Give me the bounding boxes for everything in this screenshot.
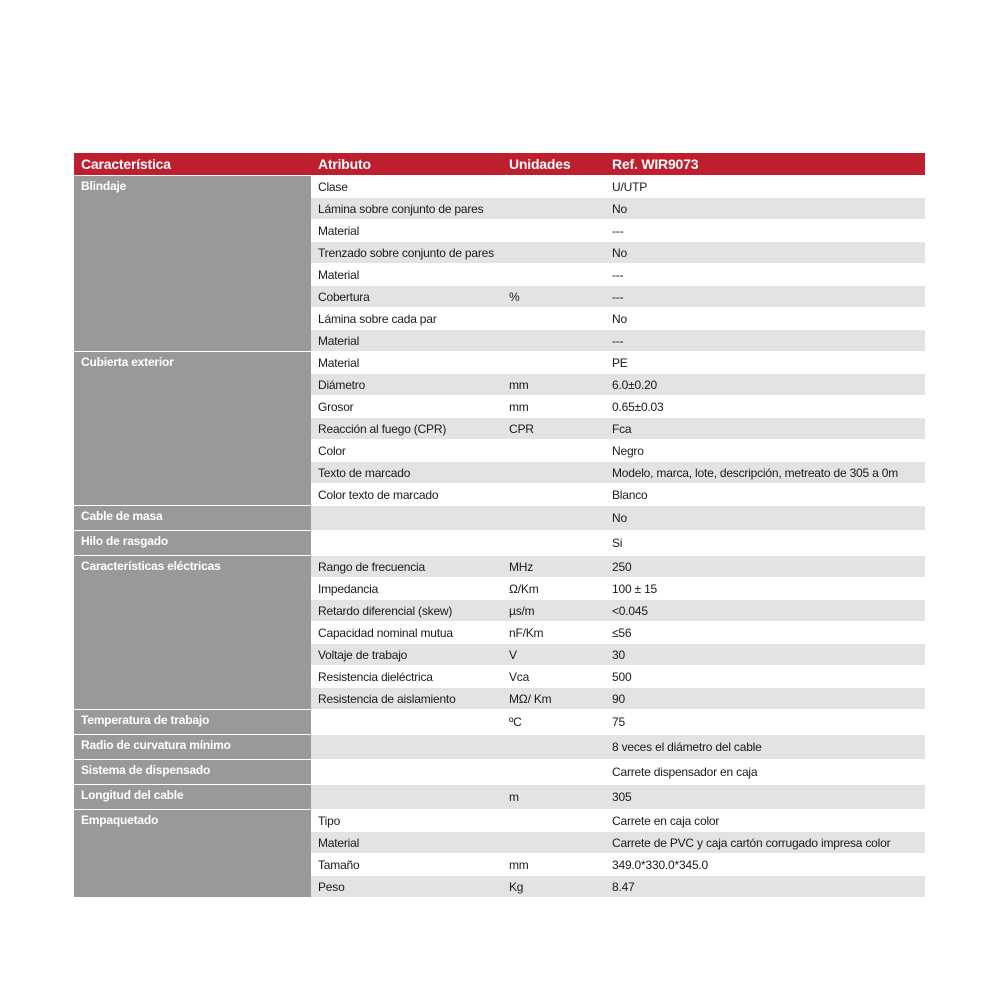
table-row — [74, 176, 925, 198]
category-cell: Características eléctricas — [74, 556, 311, 710]
value-cell: 8.47 — [605, 876, 925, 898]
table-row — [74, 352, 925, 374]
value-cell: No — [605, 506, 925, 531]
value-cell: U/UTP — [605, 176, 925, 198]
unit-cell — [502, 506, 605, 531]
attribute-cell — [311, 760, 502, 785]
unit-cell: Ω/Km — [502, 578, 605, 600]
attribute-cell: Retardo diferencial (skew) — [311, 600, 502, 622]
table-body — [74, 176, 925, 898]
attribute-cell — [311, 531, 502, 556]
value-cell: Blanco — [605, 484, 925, 506]
attribute-cell: Reacción al fuego (CPR) — [311, 418, 502, 440]
table-row — [74, 785, 925, 810]
value-cell: 349.0*330.0*345.0 — [605, 854, 925, 876]
table-row — [74, 506, 925, 531]
unit-cell — [502, 440, 605, 462]
unit-cell: V — [502, 644, 605, 666]
category-cell: Longitud del cable — [74, 785, 311, 810]
category-cell: Sistema de dispensado — [74, 760, 311, 785]
category-cell: Radio de curvatura mínimo — [74, 735, 311, 760]
attribute-cell: Lámina sobre cada par — [311, 308, 502, 330]
value-cell: 0.65±0.03 — [605, 396, 925, 418]
attribute-cell: Impedancia — [311, 578, 502, 600]
header-atributo: Atributo — [311, 153, 502, 176]
value-cell: 250 — [605, 556, 925, 578]
unit-cell — [502, 220, 605, 242]
unit-cell — [502, 198, 605, 220]
header-unidades: Unidades — [502, 153, 605, 176]
unit-cell: CPR — [502, 418, 605, 440]
unit-cell: mm — [502, 854, 605, 876]
attribute-cell: Capacidad nominal mutua — [311, 622, 502, 644]
header-caracteristica: Característica — [74, 153, 311, 176]
attribute-cell: Material — [311, 352, 502, 374]
value-cell: --- — [605, 220, 925, 242]
table-row — [74, 810, 925, 832]
value-cell: Carrete de PVC y caja cartón corrugado impresa color — [605, 832, 925, 854]
category-cell: Empaquetado — [74, 810, 311, 898]
attribute-cell: Material — [311, 264, 502, 286]
unit-cell: MHz — [502, 556, 605, 578]
attribute-cell: Voltaje de trabajo — [311, 644, 502, 666]
attribute-cell: Peso — [311, 876, 502, 898]
value-cell: Modelo, marca, lote, descripción, metreato de 305 a 0m — [605, 462, 925, 484]
value-cell: 8 veces el diámetro del cable — [605, 735, 925, 760]
attribute-cell: Grosor — [311, 396, 502, 418]
category-cell: Blindaje — [74, 176, 311, 352]
value-cell: PE — [605, 352, 925, 374]
unit-cell — [502, 760, 605, 785]
value-cell: 500 — [605, 666, 925, 688]
attribute-cell: Resistencia de aislamiento — [311, 688, 502, 710]
table-row — [74, 735, 925, 760]
unit-cell — [502, 352, 605, 374]
attribute-cell: Color texto de marcado — [311, 484, 502, 506]
category-cell: Cable de masa — [74, 506, 311, 531]
category-cell: Hilo de rasgado — [74, 531, 311, 556]
attribute-cell: Clase — [311, 176, 502, 198]
unit-cell: nF/Km — [502, 622, 605, 644]
attribute-cell: Texto de marcado — [311, 462, 502, 484]
category-cell: Temperatura de trabajo — [74, 710, 311, 735]
attribute-cell: Rango de frecuencia — [311, 556, 502, 578]
unit-cell — [502, 242, 605, 264]
unit-cell — [502, 462, 605, 484]
value-cell: ≤56 — [605, 622, 925, 644]
value-cell: Si — [605, 531, 925, 556]
attribute-cell: Tamaño — [311, 854, 502, 876]
value-cell: 100 ± 15 — [605, 578, 925, 600]
value-cell: Carrete en caja color — [605, 810, 925, 832]
table-header — [74, 153, 925, 176]
category-cell: Cubierta exterior — [74, 352, 311, 506]
attribute-cell: Diámetro — [311, 374, 502, 396]
attribute-cell: Material — [311, 330, 502, 352]
table-row — [74, 531, 925, 556]
value-cell: 90 — [605, 688, 925, 710]
value-cell: 305 — [605, 785, 925, 810]
attribute-cell: Tipo — [311, 810, 502, 832]
value-cell: 30 — [605, 644, 925, 666]
unit-cell: µs/m — [502, 600, 605, 622]
unit-cell — [502, 832, 605, 854]
unit-cell: m — [502, 785, 605, 810]
value-cell: No — [605, 198, 925, 220]
unit-cell — [502, 810, 605, 832]
unit-cell: Vca — [502, 666, 605, 688]
value-cell: No — [605, 308, 925, 330]
attribute-cell: Color — [311, 440, 502, 462]
unit-cell: mm — [502, 374, 605, 396]
unit-cell — [502, 484, 605, 506]
table-row — [74, 556, 925, 578]
unit-cell: Kg — [502, 876, 605, 898]
unit-cell: MΩ/ Km — [502, 688, 605, 710]
attribute-cell — [311, 785, 502, 810]
header-row — [74, 153, 925, 176]
table-row — [74, 710, 925, 735]
value-cell: Fca — [605, 418, 925, 440]
unit-cell — [502, 531, 605, 556]
value-cell: 6.0±0.20 — [605, 374, 925, 396]
unit-cell — [502, 308, 605, 330]
value-cell: --- — [605, 330, 925, 352]
unit-cell: % — [502, 286, 605, 308]
attribute-cell — [311, 710, 502, 735]
unit-cell: ºC — [502, 710, 605, 735]
value-cell: No — [605, 242, 925, 264]
attribute-cell: Material — [311, 832, 502, 854]
value-cell: --- — [605, 264, 925, 286]
attribute-cell — [311, 506, 502, 531]
value-cell: --- — [605, 286, 925, 308]
value-cell: 75 — [605, 710, 925, 735]
value-cell: <0.045 — [605, 600, 925, 622]
attribute-cell: Cobertura — [311, 286, 502, 308]
unit-cell: mm — [502, 396, 605, 418]
attribute-cell: Lámina sobre conjunto de pares — [311, 198, 502, 220]
value-cell: Carrete dispensador en caja — [605, 760, 925, 785]
unit-cell — [502, 176, 605, 198]
attribute-cell — [311, 735, 502, 760]
attribute-cell: Resistencia dieléctrica — [311, 666, 502, 688]
attribute-cell: Trenzado sobre conjunto de pares — [311, 242, 502, 264]
unit-cell — [502, 735, 605, 760]
header-ref: Ref. WIR9073 — [605, 153, 925, 176]
spec-table — [74, 153, 925, 898]
attribute-cell: Material — [311, 220, 502, 242]
table-row — [74, 760, 925, 785]
value-cell: Negro — [605, 440, 925, 462]
unit-cell — [502, 264, 605, 286]
unit-cell — [502, 330, 605, 352]
